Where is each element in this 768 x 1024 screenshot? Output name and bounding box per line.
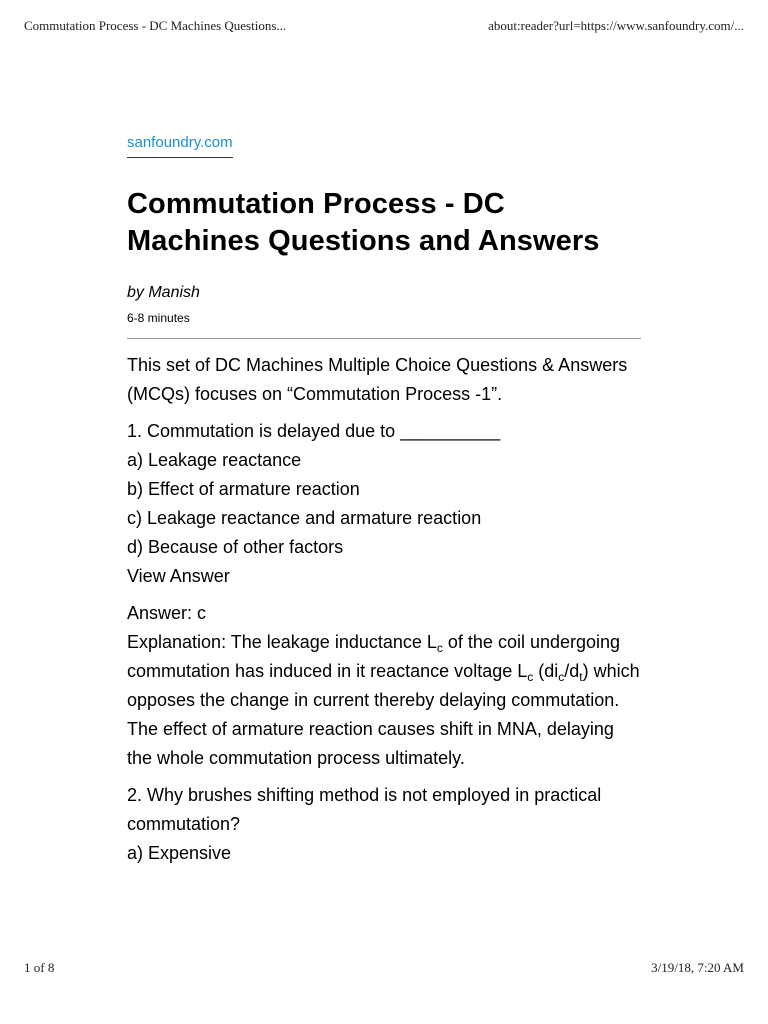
article-title: Commutation Process - DC Machines Questions and Answers (127, 188, 600, 257)
page-counter: 1 of 8 (24, 960, 55, 975)
print-header (0, 18, 768, 38)
article-byline: by Manish (127, 284, 200, 301)
question-text: 2. Why brushes shifting method is not employed in practical commutation? (127, 785, 602, 834)
answer-option-c: c) Leakage reactance and armature reaction (127, 508, 482, 528)
print-datetime: 3/19/18, 7:20 AM (651, 960, 744, 975)
question-block-1 (127, 417, 641, 591)
question-text: 1. Commutation is delayed due to __________ (127, 421, 501, 441)
intro-paragraph: This set of DC Machines Multiple Choice Questions & Answers (MCQs) focuses on “Commutation Process -1”. (127, 355, 628, 404)
print-footer (0, 960, 768, 980)
answer-block-1 (127, 599, 641, 773)
view-answer-toggle[interactable]: View Answer (127, 566, 230, 586)
reader-article (127, 134, 641, 876)
reading-time: 6-8 minutes (127, 311, 190, 325)
explanation-text: Explanation: The leakage inductance $L_c$ of the coil undergoing commutation has induced in it reactance voltage $L_c$ $(di_c/d_t)$ which opposes the change in current thereby delaying commutation. The effect of armature reaction causes shift in MNA, delaying the whole commutation process ultimately. (127, 632, 640, 768)
article-content (127, 351, 641, 868)
print-header-title: Commutation Process - DC Machines Questions... (24, 18, 287, 33)
answer-option-d: d) Because of other factors (127, 537, 344, 557)
answer-text: Answer: c (127, 603, 207, 623)
answer-option-a: a) Expensive (127, 843, 232, 863)
print-header-url: about:reader?url=https://www.sanfoundry.com/... (488, 18, 744, 33)
source-domain-link[interactable]: sanfoundry.com (127, 134, 233, 158)
header-divider (127, 338, 641, 339)
answer-option-b: b) Effect of armature reaction (127, 479, 360, 499)
question-block-2 (127, 781, 641, 868)
answer-option-a: a) Leakage reactance (127, 450, 302, 470)
